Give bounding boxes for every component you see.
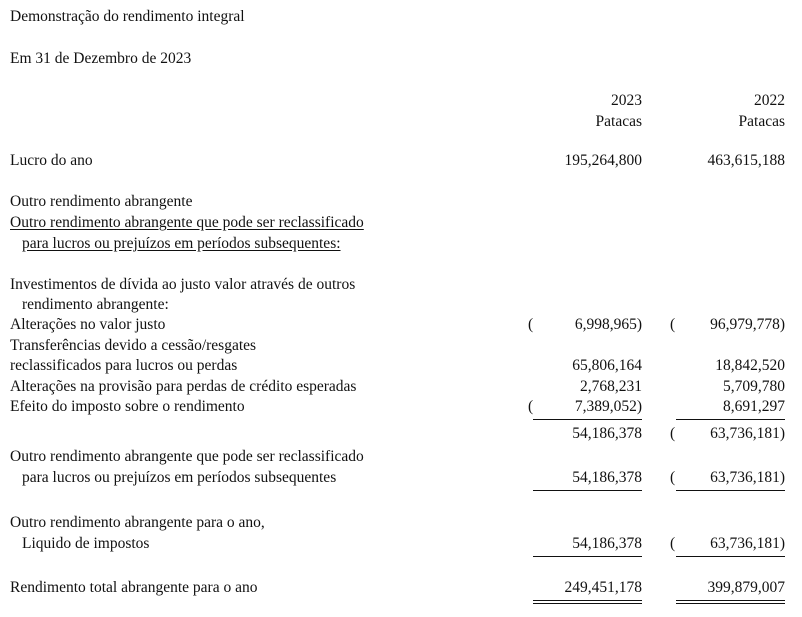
total-2022-double-underline-bottom <box>676 603 785 604</box>
tax-2023: 7,389,052) <box>574 398 642 415</box>
fair-value-2023-open-paren: ( <box>528 316 534 333</box>
ecl-2022: 5,709,780 <box>723 378 785 395</box>
statement-date: Em 31 de Dezembro de 2023 <box>10 50 192 67</box>
oci-subheading-line2: para lucros ou prejuízos em períodos subsequentes: <box>22 235 341 252</box>
reclass-total-2022: 63,736,181) <box>710 469 785 486</box>
subtotal-2022: 63,736,181) <box>710 425 785 442</box>
transfers-2023: 65,806,164 <box>572 357 642 374</box>
ecl-2023: 2,768,231 <box>580 378 642 395</box>
ecl-label: Alterações na provisão para perdas de crédito esperadas <box>10 378 357 395</box>
oci-net-2023-underline <box>533 556 642 557</box>
profit-2023: 195,264,800 <box>564 152 642 169</box>
oci-net-2023: 54,186,378 <box>572 535 642 552</box>
oci-net-label-line1: Outro rendimento abrangente para o ano, <box>10 514 265 531</box>
column-currency-2022: Patacas <box>738 113 785 130</box>
reclass-total-2022-open-paren: ( <box>670 469 676 486</box>
tax-2023-open-paren: ( <box>528 398 534 415</box>
tax-2022-underline <box>676 419 785 420</box>
oci-net-2022-underline <box>676 556 785 557</box>
reclass-total-label-line1: Outro rendimento abrangente que pode ser reclassificado <box>10 448 364 465</box>
transfers-label-line2: reclassificados para lucros ou perdas <box>10 357 238 374</box>
total-2023: 249,451,178 <box>564 579 642 596</box>
column-year-2023: 2023 <box>611 92 642 109</box>
transfers-label-line1: Transferências devido a cessão/resgates <box>10 337 257 354</box>
reclass-total-2023-underline <box>533 490 642 491</box>
tax-2023-underline <box>533 419 642 420</box>
total-2022-double-underline-top <box>676 600 785 601</box>
subtotal-2023: 54,186,378 <box>572 425 642 442</box>
column-year-2022: 2022 <box>754 92 785 109</box>
oci-subheading-line1: Outro rendimento abrangente que pode ser reclassificado <box>10 214 364 231</box>
oci-heading: Outro rendimento abrangente <box>10 193 193 210</box>
total-label: Rendimento total abrangente para o ano <box>10 579 258 596</box>
profit-label: Lucro do ano <box>10 152 93 169</box>
oci-net-2022: 63,736,181) <box>710 535 785 552</box>
total-2022: 399,879,007 <box>707 579 785 596</box>
reclass-total-2023: 54,186,378 <box>572 469 642 486</box>
reclass-total-label-line2: para lucros ou prejuízos em períodos subsequentes <box>22 469 337 486</box>
oci-net-label-line2: Liquido de impostos <box>22 535 150 552</box>
tax-2022: 8,691,297 <box>723 398 785 415</box>
subtotal-2022-open-paren: ( <box>670 425 676 442</box>
fair-value-label: Alterações no valor justo <box>10 316 166 333</box>
debt-label-line1: Investimentos de dívida ao justo valor através de outros <box>10 276 356 293</box>
total-2023-double-underline-bottom <box>533 603 642 604</box>
fair-value-2022: 96,979,778) <box>710 316 785 333</box>
column-currency-2023: Patacas <box>595 113 642 130</box>
fair-value-2023: 6,998,965) <box>574 316 642 333</box>
total-2023-double-underline-top <box>533 600 642 601</box>
debt-label-line2: rendimento abrangente: <box>22 296 169 313</box>
profit-2022: 463,615,188 <box>707 152 785 169</box>
fair-value-2022-open-paren: ( <box>670 316 676 333</box>
statement-title: Demonstração do rendimento integral <box>10 8 245 25</box>
reclass-total-2022-underline <box>676 490 785 491</box>
transfers-2022: 18,842,520 <box>715 357 785 374</box>
tax-label: Efeito do imposto sobre o rendimento <box>10 398 245 415</box>
oci-net-2022-open-paren: ( <box>670 535 676 552</box>
